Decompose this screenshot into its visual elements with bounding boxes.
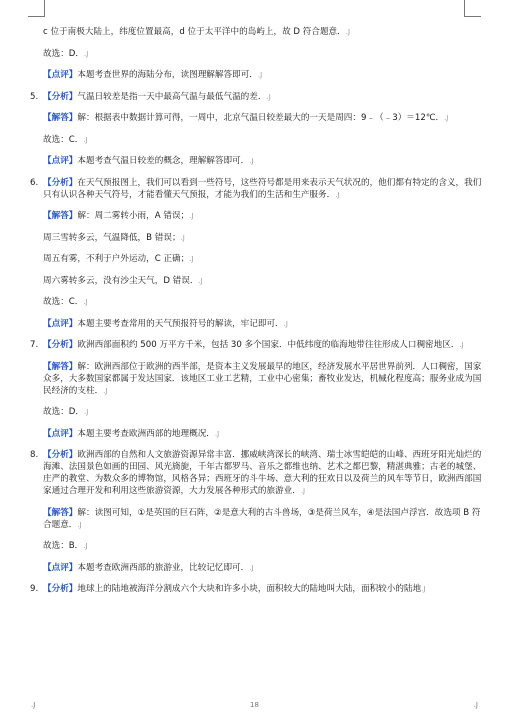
text-line (30, 253, 484, 265)
text-line (30, 26, 484, 38)
text-line (30, 112, 484, 124)
question-number: 6. (30, 177, 39, 188)
text-line (30, 540, 484, 552)
section-tag: 【解答】 (43, 113, 78, 123)
paragraph-mark: .J (198, 276, 203, 285)
section-tag: 【点评】 (43, 562, 78, 573)
paragraph-mark: .J (103, 386, 108, 395)
question-number: 9. (30, 584, 39, 594)
line-text: 周三雪转多云，气温降低，B 错误； (43, 232, 181, 243)
crop-mark-top-right (464, 0, 481, 17)
paragraph-mark: .J (459, 341, 464, 349)
paragraph-mark: .J (444, 114, 449, 122)
section-tag: 【分析】 (43, 177, 78, 188)
line-text: 本题考查欧洲西部的旅游业，比较记忆即可． (77, 562, 250, 573)
paragraph-mark: .J (84, 49, 89, 58)
section-tag: 【点评】 (43, 70, 78, 80)
text-line (30, 91, 484, 103)
line-text: 故选：C． (43, 297, 84, 307)
paragraph-mark: .J (266, 92, 271, 101)
footer-mark-right: .J (473, 701, 478, 709)
section-tag: 【点评】 (43, 318, 78, 329)
line-text: 欧洲西部面积约 500 万平方千米，包括 30 多个国家．中低纬度的临海地带往往形成人口稠密地区． (77, 340, 460, 350)
footer-mark-left: .J (31, 701, 36, 709)
paragraph-mark: .J (84, 408, 89, 416)
text-line (30, 428, 484, 440)
paragraph-mark: .J (83, 135, 88, 144)
question-number: 8. (30, 450, 39, 460)
text-line (30, 275, 484, 287)
text-line (30, 210, 484, 222)
line-text: 周六雾转多云，没有沙尘天气，D 错误． (43, 275, 199, 286)
line-text: 解：欧洲西部位于欧洲的西半部，是资本主义发展最早的地区，经济发展水平居世界前列．人口稠密，国家众多，大多数国家都属于发达国家．该地区工业工艺精，工业中心密集；畜牧业发达，机械化程度高；服务业成为国民经济的支柱． (43, 361, 482, 396)
section-tag: 【解答】 (43, 361, 78, 372)
text-line (30, 507, 484, 531)
section-tag: 【点评】 (43, 428, 78, 439)
text-line (30, 339, 484, 351)
paragraph-mark: .J (421, 585, 426, 593)
paragraph-mark: .J (283, 319, 288, 328)
paragraph-mark: .J (77, 520, 82, 529)
paragraph-mark: .J (83, 542, 88, 550)
crop-mark-top-left (28, 0, 45, 17)
line-text: 故选：D． (43, 407, 84, 417)
section-tag: 【分析】 (43, 584, 78, 594)
line-text: 地球上的陆地被海洋分割成六个大块和许多小块，面积较大的陆地叫大陆，面积较小的陆地 (77, 584, 422, 594)
text-line (30, 296, 484, 308)
text-line (30, 232, 484, 244)
paragraph-mark: .J (300, 487, 306, 495)
text-line (30, 406, 484, 418)
page-footer (0, 701, 509, 715)
section-tag: 【分析】 (43, 91, 78, 102)
paragraph-mark: .J (249, 157, 254, 165)
line-text: 在天气预报图上，我们可以看到一些符号，这些符号都是用来表示天气状况的，他们都有特定的含义，我们只有认识各种天气符号，才能看懂天气预报，才能为我们的生活和生产服务． (43, 177, 482, 200)
text-line (30, 69, 484, 81)
paragraph-mark: .J (335, 190, 340, 199)
line-text: 故选：B． (43, 541, 84, 551)
paragraph-mark: .J (345, 28, 351, 36)
text-line (30, 361, 484, 397)
text-line (30, 134, 484, 146)
paragraph-mark: .J (83, 298, 88, 306)
text-line (30, 318, 484, 330)
section-tag: 【点评】 (43, 156, 78, 166)
paragraph-mark: .J (257, 71, 263, 79)
text-line (30, 562, 484, 574)
paragraph-mark: .J (180, 233, 185, 242)
line-text: 故选：C． (43, 134, 84, 145)
line-text: 本题考查气温日较差的概念，理解解答即可． (77, 156, 250, 166)
text-line (30, 177, 484, 201)
section-tag: 【解答】 (43, 507, 78, 518)
line-text: 本题主要考查欧洲西部的地理概况． (77, 428, 215, 439)
section-tag: 【解答】 (43, 211, 78, 221)
document-body (30, 26, 484, 605)
text-line (30, 48, 484, 60)
line-text: 本题考查世界的海陆分布，读图理解解答即可． (77, 70, 258, 80)
line-text: 气温日较差是指一天中最高气温与最低气温的差． (77, 91, 267, 102)
paragraph-mark: .J (249, 563, 254, 572)
section-tag: 【分析】 (43, 450, 78, 460)
line-text: 欧洲西部的自然和人文旅游资源异常丰富．挪威峡湾深长的峡湾、瑞士冰雪皑皑的山峰、西班牙阳光灿烂的海滩、法国景色如画的田园、风光旖旎，千年古都罗马、音乐之都维也纳、艺术之都巴黎，精湛典雅；古老的城堡、庄严的教堂、为数众多的博物馆，风格各异；西班牙的斗牛场、意大利的狂欢日以及荷兰的风车等节日，欧洲西部国家通过合理开发和利用这些旅游资源，大力发展各种形式的旅游业． (43, 450, 482, 496)
text-line (30, 449, 484, 497)
text-line (30, 583, 484, 595)
question-number: 5. (30, 91, 39, 102)
paragraph-mark: .J (189, 212, 194, 220)
line-text: 故选：D． (43, 48, 84, 59)
paragraph-mark: .J (189, 255, 194, 263)
line-text: c 位于南极大陆上，纬度位置最高，d 位于太平洋中的岛屿上，故 D 符合题意． (43, 27, 346, 37)
line-text: 解：周二雾转小雨，A 错误； (77, 211, 190, 221)
page-number: 18 (250, 701, 259, 709)
text-line (30, 155, 484, 167)
line-text: 解：根据表中数据计算可得，一周中，北京气温日较差最大的一天是周四：9﹣（﹣3）＝12℃． (77, 113, 445, 123)
paragraph-mark: .J (214, 429, 220, 438)
question-number: 7. (30, 340, 39, 350)
line-text: 本题主要考查常用的天气预报符号的解读，牢记即可． (77, 318, 284, 329)
line-text: 周五有雾，不利于户外运动，C 正确； (43, 254, 190, 264)
line-text: 解：读图可知，①是英国的巨石阵，②是意大利的古斗兽场，③是荷兰风车，④是法国卢浮宫．故选项 B 符合题意． (43, 507, 481, 530)
section-tag: 【分析】 (43, 340, 78, 350)
